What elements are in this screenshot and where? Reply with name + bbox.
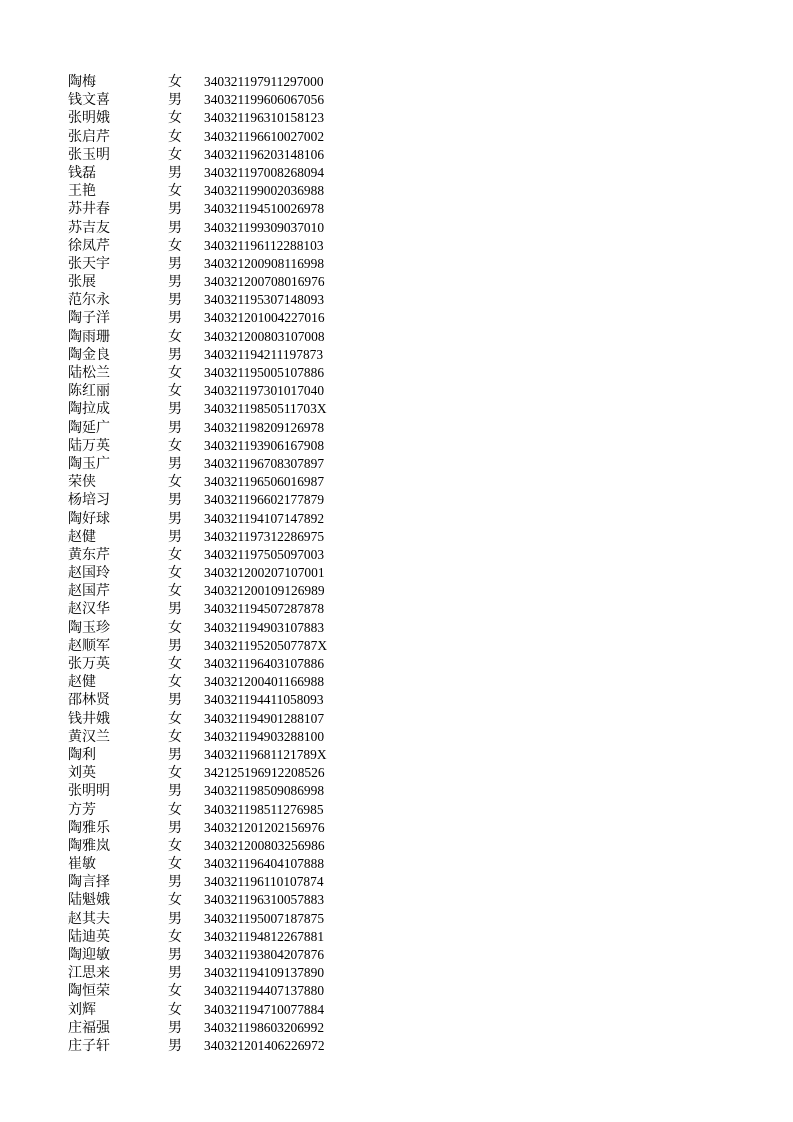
gender-cell: 女 — [168, 74, 182, 90]
id-number-cell: 340321201004227016 — [204, 310, 325, 326]
gender-cell: 女 — [168, 237, 182, 254]
id-number-cell: 340321198509086998 — [204, 783, 325, 799]
name-cell: 陈红丽 — [68, 383, 110, 400]
gender-cell: 女 — [168, 110, 182, 127]
id-number-cell: 34032119850511703X — [204, 401, 327, 417]
name-cell: 陶拉成 — [68, 401, 110, 418]
gender-cell: 男 — [168, 910, 182, 927]
id-number-cell: 340321194211197873 — [204, 346, 324, 362]
name-cell: 张天宇 — [68, 255, 110, 272]
id-number-cell: 340321193906167908 — [204, 437, 325, 453]
name-cell: 张明明 — [68, 783, 110, 800]
name-cell: 陆迪英 — [68, 928, 110, 945]
id-number-cell: 340321200109126989 — [204, 583, 325, 599]
name-cell: 张明娥 — [68, 110, 110, 127]
gender-cell: 男 — [168, 1019, 182, 1036]
gender-cell: 女 — [168, 728, 182, 745]
name-cell: 庄福强 — [68, 1019, 110, 1036]
id-number-cell: 340321194510026978 — [204, 201, 325, 217]
id-number-cell: 340321195307148093 — [204, 292, 325, 308]
id-number-cell: 340321198511276985 — [204, 801, 324, 817]
id-number-cell: 340321197505097003 — [204, 546, 325, 562]
name-cell: 赵国玲 — [68, 565, 110, 582]
gender-cell: 男 — [168, 746, 182, 763]
gender-cell: 女 — [168, 328, 182, 345]
name-cell: 黄东芹 — [68, 546, 110, 563]
name-cell: 刘辉 — [68, 1001, 96, 1018]
gender-cell: 男 — [168, 528, 182, 545]
gender-cell: 女 — [168, 619, 182, 636]
gender-cell: 女 — [168, 656, 182, 672]
name-cell: 王艳 — [68, 183, 96, 200]
id-number-cell: 340321199606067056 — [204, 92, 325, 108]
name-cell: 陶雅岚 — [68, 837, 110, 854]
gender-cell: 女 — [168, 474, 182, 491]
id-number-cell: 340321196602177879 — [204, 492, 325, 508]
id-number-cell: 340321197312286975 — [204, 528, 325, 544]
id-number-cell: 340321200207107001 — [204, 565, 325, 581]
name-cell: 赵顺军 — [68, 637, 110, 654]
gender-cell: 女 — [168, 837, 182, 854]
gender-cell: 男 — [168, 637, 182, 654]
name-cell: 钱文喜 — [68, 92, 110, 109]
name-cell: 张展 — [68, 274, 96, 291]
name-cell: 钱井娥 — [68, 710, 110, 727]
gender-cell: 男 — [168, 274, 182, 291]
gender-cell: 女 — [168, 801, 182, 818]
name-cell: 陶雨珊 — [68, 328, 110, 345]
id-number-cell: 340321196404107888 — [204, 856, 325, 872]
name-cell: 方芳 — [68, 801, 96, 818]
name-cell: 刘英 — [68, 765, 96, 782]
gender-cell: 女 — [168, 546, 182, 563]
id-number-cell: 340321201406226972 — [204, 1037, 325, 1053]
name-cell: 陶玉广 — [68, 455, 110, 472]
name-cell: 陶玉珍 — [68, 619, 110, 636]
name-cell: 陶延广 — [68, 419, 110, 436]
name-cell: 苏井春 — [68, 201, 110, 218]
gender-cell: 男 — [168, 965, 182, 982]
id-number-cell: 340321200708016976 — [204, 274, 325, 290]
gender-cell: 女 — [168, 565, 182, 582]
gender-cell: 女 — [168, 710, 182, 727]
gender-cell: 男 — [168, 510, 182, 527]
gender-cell: 女 — [168, 765, 182, 782]
id-number-cell: 340321196203148106 — [204, 146, 325, 162]
gender-cell: 女 — [168, 892, 182, 909]
gender-cell: 女 — [168, 365, 182, 381]
gender-cell: 女 — [168, 674, 182, 691]
id-number-cell: 340321194903107883 — [204, 619, 325, 635]
name-cell: 陶言择 — [68, 874, 110, 891]
name-cell: 陶子洋 — [68, 310, 110, 327]
gender-cell: 男 — [168, 92, 182, 109]
id-number-cell: 340321196506016987 — [204, 474, 325, 490]
name-cell: 陶利 — [68, 746, 96, 763]
name-cell: 崔敏 — [68, 856, 96, 873]
id-number-cell: 340321196708307897 — [204, 455, 325, 471]
name-cell: 赵其夫 — [68, 910, 110, 927]
gender-cell: 男 — [168, 783, 182, 800]
gender-cell: 男 — [168, 164, 182, 181]
name-cell: 陆松兰 — [68, 365, 110, 381]
id-number-cell: 342125196912208526 — [204, 765, 325, 781]
name-cell: 范尔永 — [68, 292, 110, 309]
id-number-cell: 340321200908116998 — [204, 255, 325, 271]
id-number-cell: 340321196310057883 — [204, 892, 325, 908]
name-cell: 陶金良 — [68, 346, 110, 363]
id-number-cell: 34032119520507787X — [204, 637, 327, 653]
id-number-cell: 340321198209126978 — [204, 419, 325, 435]
gender-cell: 男 — [168, 1037, 182, 1054]
id-number-cell: 340321200803107008 — [204, 328, 325, 344]
name-cell: 陆魁娥 — [68, 892, 110, 909]
name-cell: 黄汉兰 — [68, 728, 110, 745]
name-cell: 江思来 — [68, 965, 110, 982]
gender-cell: 男 — [168, 292, 182, 309]
name-cell: 张万英 — [68, 656, 110, 672]
id-number-cell: 340321195007187875 — [204, 910, 325, 926]
gender-cell: 男 — [168, 419, 182, 436]
id-number-cell: 340321198603206992 — [204, 1019, 325, 1035]
id-number-cell: 340321193804207876 — [204, 947, 325, 962]
gender-cell: 男 — [168, 401, 182, 418]
id-number-cell: 340321200401166988 — [204, 674, 325, 690]
id-number-cell: 340321194507287878 — [204, 601, 325, 617]
id-number-cell: 340321196310158123 — [204, 110, 325, 126]
id-number-cell: 340321194812267881 — [204, 928, 325, 944]
id-number-cell: 340321200803256986 — [204, 837, 325, 853]
id-number-cell: 340321194107147892 — [204, 510, 325, 526]
name-cell: 邵林贤 — [68, 692, 110, 709]
gender-cell: 男 — [168, 310, 182, 327]
gender-cell: 女 — [168, 1001, 182, 1018]
name-cell: 杨培习 — [68, 492, 110, 509]
name-cell: 庄子轩 — [68, 1037, 110, 1054]
gender-cell: 女 — [168, 928, 182, 945]
id-number-cell: 34032119681121789X — [204, 746, 327, 762]
name-cell: 赵国芹 — [68, 583, 110, 600]
gender-cell: 女 — [168, 183, 182, 200]
name-cell: 陶雅乐 — [68, 819, 110, 836]
name-cell: 陶梅 — [68, 74, 96, 90]
id-number-cell: 340321194407137880 — [204, 983, 325, 999]
gender-cell: 男 — [168, 601, 182, 618]
gender-cell: 女 — [168, 146, 182, 163]
name-cell: 赵汉华 — [68, 601, 110, 618]
gender-cell: 男 — [168, 692, 182, 709]
gender-cell: 女 — [168, 983, 182, 1000]
id-number-cell: 340321197911297000 — [204, 74, 324, 89]
id-number-cell: 340321197008268094 — [204, 164, 325, 180]
gender-cell: 女 — [168, 437, 182, 454]
name-cell: 徐凤芹 — [68, 237, 110, 254]
gender-cell: 男 — [168, 455, 182, 472]
name-cell: 赵健 — [68, 674, 96, 691]
gender-cell: 女 — [168, 383, 182, 400]
id-number-cell: 340321199309037010 — [204, 219, 325, 235]
gender-cell: 男 — [168, 874, 182, 891]
gender-cell: 男 — [168, 947, 182, 963]
name-cell: 钱磊 — [68, 164, 96, 181]
id-number-cell: 340321194109137890 — [204, 965, 325, 981]
name-cell: 陆万英 — [68, 437, 110, 454]
id-number-cell: 340321199002036988 — [204, 183, 325, 199]
gender-cell: 男 — [168, 201, 182, 218]
id-number-cell: 340321194411058093 — [204, 692, 324, 708]
id-number-cell: 340321196112288103 — [204, 237, 324, 253]
gender-cell: 女 — [168, 128, 182, 145]
name-cell: 陶迎敏 — [68, 947, 110, 963]
name-cell: 陶恒荣 — [68, 983, 110, 1000]
gender-cell: 女 — [168, 856, 182, 873]
id-number-cell: 340321194903288100 — [204, 728, 325, 744]
id-number-cell: 340321196110107874 — [204, 874, 324, 890]
name-cell: 荣侠 — [68, 474, 96, 491]
name-cell: 张玉明 — [68, 146, 110, 163]
gender-cell: 男 — [168, 346, 182, 363]
gender-cell: 女 — [168, 583, 182, 600]
id-number-cell: 340321195005107886 — [204, 365, 325, 380]
gender-cell: 男 — [168, 819, 182, 836]
id-number-cell: 340321194901288107 — [204, 710, 325, 726]
gender-cell: 男 — [168, 492, 182, 509]
gender-cell: 男 — [168, 219, 182, 236]
name-cell: 苏吉友 — [68, 219, 110, 236]
id-number-cell: 340321196610027002 — [204, 128, 325, 144]
gender-cell: 男 — [168, 255, 182, 272]
name-cell: 张启芹 — [68, 128, 110, 145]
name-cell: 赵健 — [68, 528, 96, 545]
id-number-cell: 340321194710077884 — [204, 1001, 325, 1017]
id-number-cell: 340321197301017040 — [204, 383, 325, 399]
name-cell: 陶好球 — [68, 510, 110, 527]
id-number-cell: 340321201202156976 — [204, 819, 325, 835]
id-number-cell: 340321196403107886 — [204, 656, 325, 671]
